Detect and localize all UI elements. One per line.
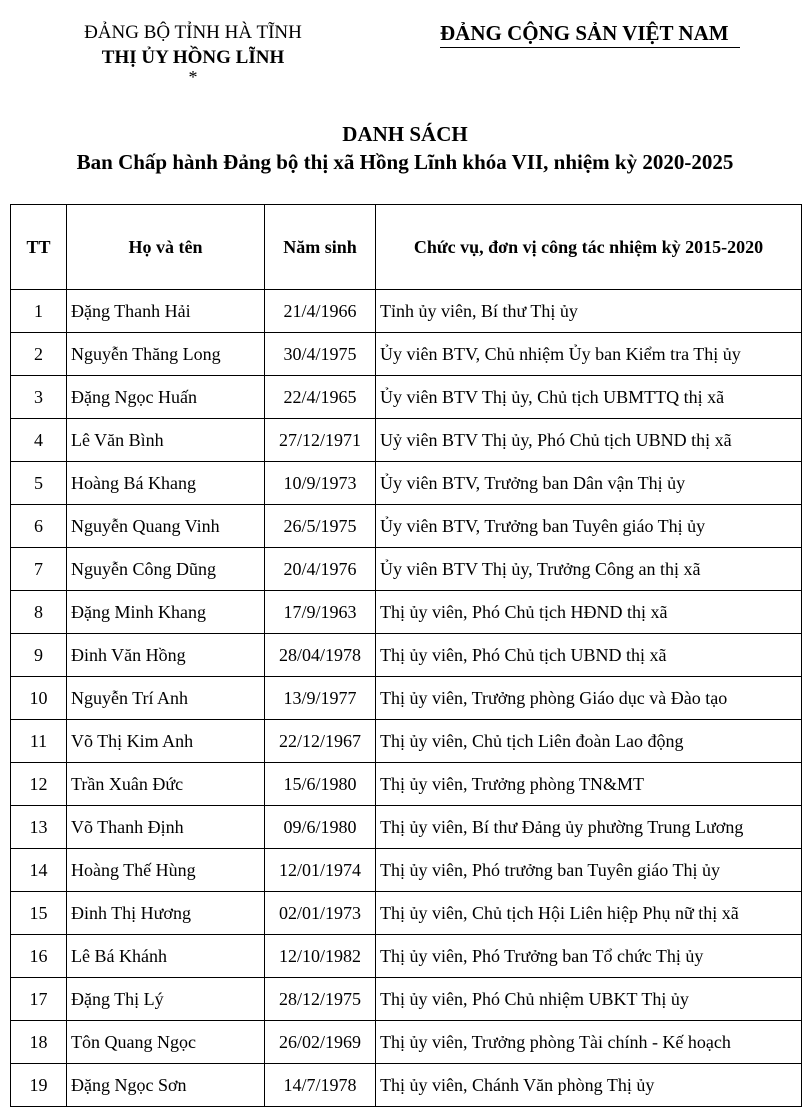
- row-number: 6: [11, 505, 67, 548]
- member-name: Hoàng Thế Hùng: [67, 849, 265, 892]
- row-number: 9: [11, 634, 67, 677]
- header-star: *: [188, 67, 198, 87]
- row-number: 10: [11, 677, 67, 720]
- table-row: [11, 462, 802, 505]
- member-name: Đặng Ngọc Huấn: [67, 376, 265, 419]
- member-name: Đặng Minh Khang: [67, 591, 265, 634]
- party-org-name: ĐẢNG BỘ TỈNH HÀ TĨNH: [84, 22, 302, 43]
- party-motto-header: [440, 20, 740, 48]
- member-name: Võ Thanh Định: [67, 806, 265, 849]
- member-position: Ủy viên BTV Thị ủy, Trưởng Công an thị xã: [376, 548, 802, 591]
- column-header-name: Họ và tên: [67, 205, 265, 290]
- birth-date: 26/5/1975: [265, 505, 376, 548]
- table-header-row: [11, 205, 802, 290]
- member-name: Trần Xuân Đức: [67, 763, 265, 806]
- member-name: Lê Văn Bình: [67, 419, 265, 462]
- birth-date: 12/10/1982: [265, 935, 376, 978]
- member-name: Nguyễn Trí Anh: [67, 677, 265, 720]
- member-name: Tôn Quang Ngọc: [67, 1021, 265, 1064]
- table-row: [11, 677, 802, 720]
- birth-date: 17/9/1963: [265, 591, 376, 634]
- member-name: Nguyễn Quang Vinh: [67, 505, 265, 548]
- row-number: 1: [11, 290, 67, 333]
- member-position: Thị ủy viên, Trưởng phòng TN&MT: [376, 763, 802, 806]
- town-committee-name: THỊ ỦY HỒNG LĨNH: [101, 47, 285, 68]
- member-name: Nguyễn Thăng Long: [67, 333, 265, 376]
- document-subtitle: Ban Chấp hành Đảng bộ thị xã Hồng Lĩnh khóa VII, nhiệm kỳ 2020-2025: [76, 150, 734, 174]
- member-position: Thị ủy viên, Trưởng phòng Giáo dục và Đào tạo: [376, 677, 802, 720]
- column-header-position: Chức vụ, đơn vị công tác nhiệm kỳ 2015-2020: [376, 205, 802, 290]
- row-number: 17: [11, 978, 67, 1021]
- member-name: Đinh Văn Hồng: [67, 634, 265, 677]
- birth-date: 22/12/1967: [265, 720, 376, 763]
- member-position: Thị ủy viên, Phó Chủ tịch UBND thị xã: [376, 634, 802, 677]
- row-number: 12: [11, 763, 67, 806]
- birth-date: 15/6/1980: [265, 763, 376, 806]
- member-name: Hoàng Bá Khang: [67, 462, 265, 505]
- party-committee-header: [62, 20, 324, 87]
- table-row: [11, 1064, 802, 1107]
- table-row: [11, 333, 802, 376]
- member-name: Đinh Thị Hương: [67, 892, 265, 935]
- member-name: Đặng Thanh Hải: [67, 290, 265, 333]
- member-position: Thị ủy viên, Chủ tịch Liên đoàn Lao động: [376, 720, 802, 763]
- table-row: [11, 290, 802, 333]
- member-position: Thị ủy viên, Phó trưởng ban Tuyên giáo Thị ủy: [376, 849, 802, 892]
- birth-date: 30/4/1975: [265, 333, 376, 376]
- member-position: Thị ủy viên, Trưởng phòng Tài chính - Kế hoạch: [376, 1021, 802, 1064]
- table-row: [11, 634, 802, 677]
- party-name-motto: ĐẢNG CỘNG SẢN VIỆT NAM: [440, 21, 729, 45]
- birth-date: 13/9/1977: [265, 677, 376, 720]
- member-name: Võ Thị Kim Anh: [67, 720, 265, 763]
- table-row: [11, 720, 802, 763]
- table-row: [11, 978, 802, 1021]
- member-position: Uỷ viên BTV Thị ủy, Phó Chủ tịch UBND thị xã: [376, 419, 802, 462]
- row-number: 5: [11, 462, 67, 505]
- member-position: Ủy viên BTV, Trưởng ban Dân vận Thị ủy: [376, 462, 802, 505]
- table-row: [11, 591, 802, 634]
- member-position: Ủy viên BTV, Trưởng ban Tuyên giáo Thị ủy: [376, 505, 802, 548]
- table-body: [11, 290, 802, 1107]
- row-number: 7: [11, 548, 67, 591]
- member-position: Ủy viên BTV Thị ủy, Chủ tịch UBMTTQ thị xã: [376, 376, 802, 419]
- member-position: Thị ủy viên, Phó Chủ tịch HĐND thị xã: [376, 591, 802, 634]
- birth-date: 20/4/1976: [265, 548, 376, 591]
- birth-date: 22/4/1965: [265, 376, 376, 419]
- birth-date: 14/7/1978: [265, 1064, 376, 1107]
- table-row: [11, 1021, 802, 1064]
- member-name: Đặng Ngọc Sơn: [67, 1064, 265, 1107]
- column-header-tt: TT: [11, 205, 67, 290]
- table-row: [11, 892, 802, 935]
- member-position: Thị ủy viên, Phó Trưởng ban Tổ chức Thị ủy: [376, 935, 802, 978]
- row-number: 18: [11, 1021, 67, 1064]
- row-number: 13: [11, 806, 67, 849]
- document-title: DANH SÁCH: [342, 122, 468, 146]
- row-number: 15: [11, 892, 67, 935]
- row-number: 4: [11, 419, 67, 462]
- table-row: [11, 763, 802, 806]
- member-position: Thị ủy viên, Chánh Văn phòng Thị ủy: [376, 1064, 802, 1107]
- table-row: [11, 376, 802, 419]
- row-number: 2: [11, 333, 67, 376]
- table-row: [11, 505, 802, 548]
- birth-date: 27/12/1971: [265, 419, 376, 462]
- table-row: [11, 806, 802, 849]
- member-position: Thị ủy viên, Bí thư Đảng ủy phường Trung Lương: [376, 806, 802, 849]
- row-number: 14: [11, 849, 67, 892]
- motto-underline: [440, 47, 740, 48]
- birth-date: 10/9/1973: [265, 462, 376, 505]
- member-position: Thị ủy viên, Chủ tịch Hội Liên hiệp Phụ nữ thị xã: [376, 892, 802, 935]
- row-number: 19: [11, 1064, 67, 1107]
- birth-date: 28/12/1975: [265, 978, 376, 1021]
- row-number: 8: [11, 591, 67, 634]
- birth-date: 09/6/1980: [265, 806, 376, 849]
- table-row: [11, 419, 802, 462]
- table-row: [11, 849, 802, 892]
- birth-date: 28/04/1978: [265, 634, 376, 677]
- member-name: Lê Bá Khánh: [67, 935, 265, 978]
- member-list-table: [10, 204, 802, 1107]
- birth-date: 02/01/1973: [265, 892, 376, 935]
- table-row: [11, 548, 802, 591]
- member-position: Ủy viên BTV, Chủ nhiệm Ủy ban Kiểm tra Thị ủy: [376, 333, 802, 376]
- member-name: Đặng Thị Lý: [67, 978, 265, 1021]
- row-number: 11: [11, 720, 67, 763]
- row-number: 3: [11, 376, 67, 419]
- table-row: [11, 935, 802, 978]
- column-header-birth-date: Năm sinh: [265, 205, 376, 290]
- member-position: Thị ủy viên, Phó Chủ nhiệm UBKT Thị ủy: [376, 978, 802, 1021]
- birth-date: 26/02/1969: [265, 1021, 376, 1064]
- document-title-block: [0, 120, 810, 176]
- row-number: 16: [11, 935, 67, 978]
- birth-date: 12/01/1974: [265, 849, 376, 892]
- birth-date: 21/4/1966: [265, 290, 376, 333]
- member-name: Nguyễn Công Dũng: [67, 548, 265, 591]
- member-position: Tỉnh ủy viên, Bí thư Thị ủy: [376, 290, 802, 333]
